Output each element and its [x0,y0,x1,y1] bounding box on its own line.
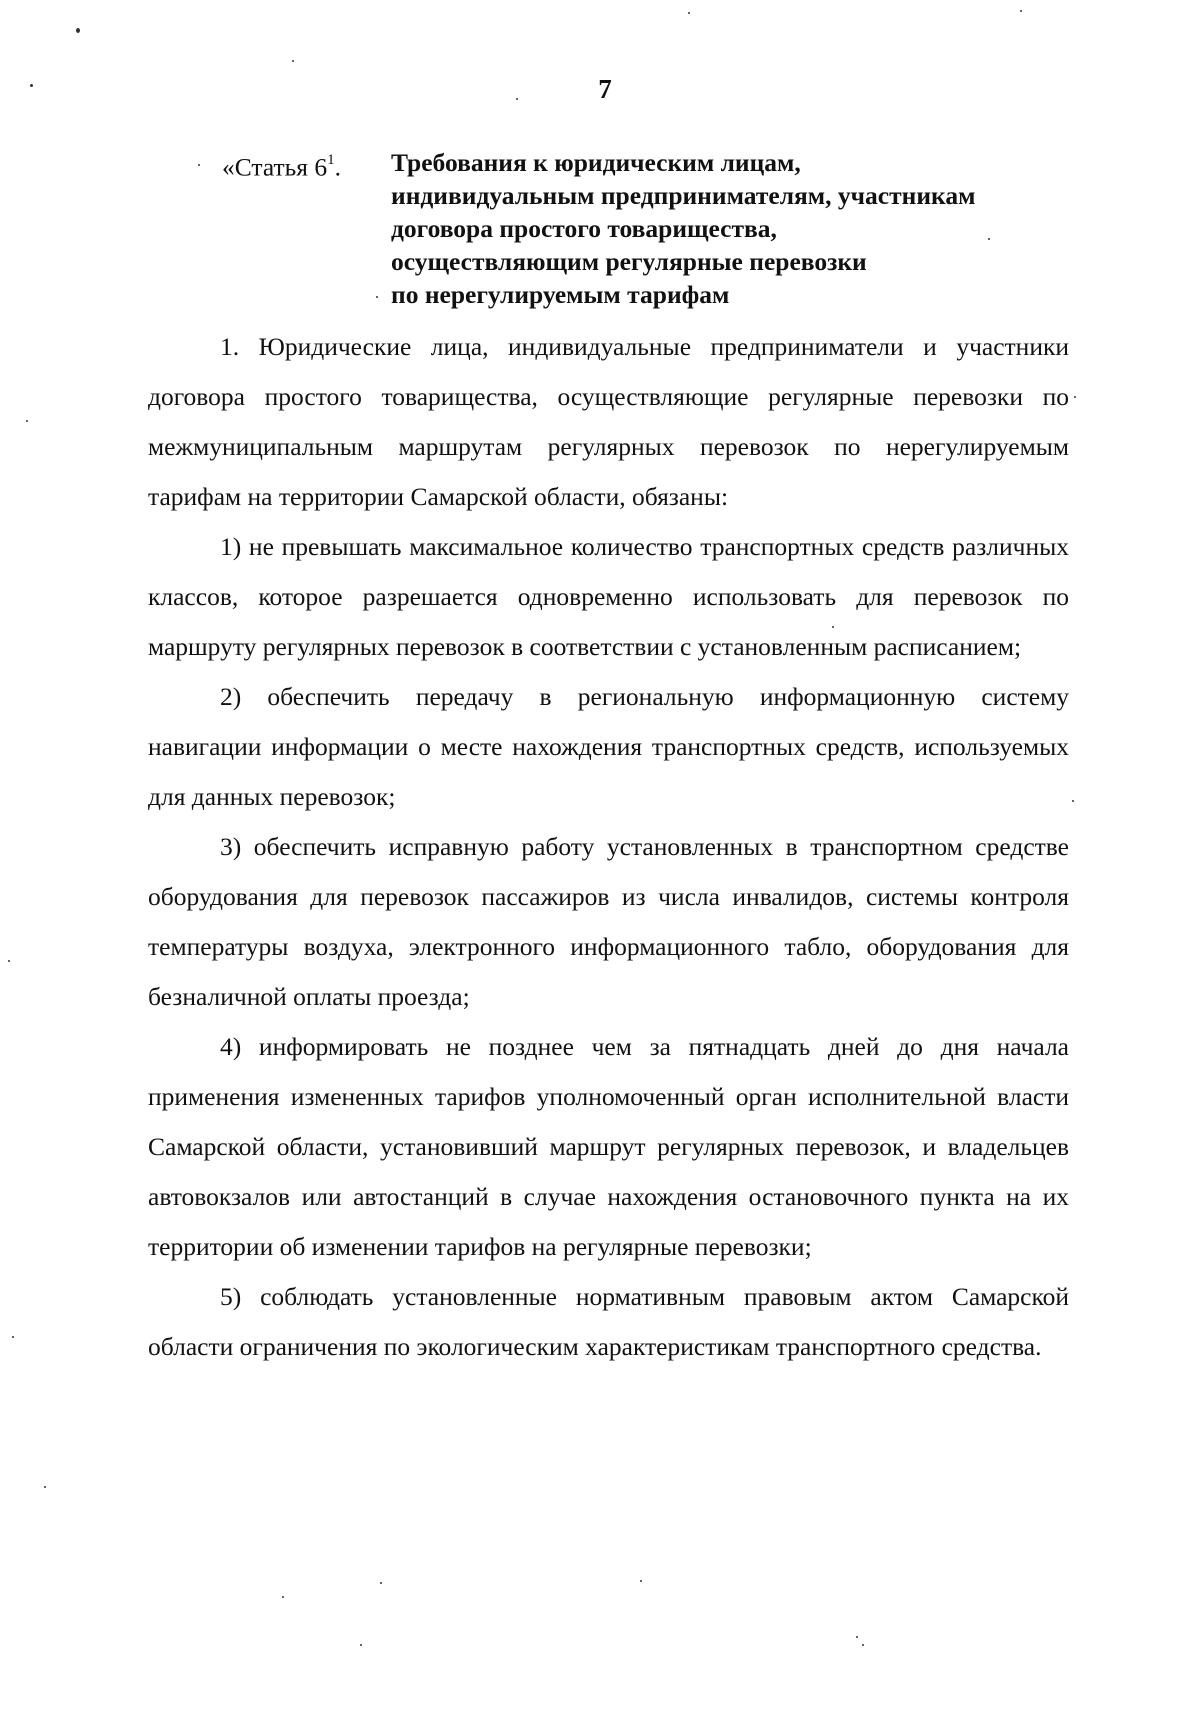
list-item-1: 1) не превышать максимальное количество транспортных средств различных классов, которое разрешается одновременно использовать для перевозок по маршруту регулярных перевозок в соответствии с установленным расписанием; [148,532,1069,661]
article-body [148,322,1069,1372]
article-title-line: индивидуальным предпринимателям, участникам [391,181,976,210]
scan-speck [640,1580,642,1582]
list-item-5: 5) соблюдать установленные нормативным правовым актом Самарской области ограничения по экологическим характеристикам транспортного средства. [148,1282,1069,1361]
scan-speck [282,1596,284,1598]
scan-speck [76,28,80,33]
scan-speck [380,1582,382,1584]
scan-speck [376,296,378,298]
list-item-2: 2) обеспечить передачу в региональную информационную систему навигации информации о месте нахождения транспортных средств, используемых для данных перевозок; [148,682,1069,811]
scan-speck [988,238,990,240]
scan-speck [8,960,10,962]
scan-speck [516,98,518,100]
scan-speck [1020,10,1022,12]
page-number: 7 [598,74,612,104]
scan-speck [832,626,834,628]
scan-speck [360,1644,362,1646]
scan-speck [30,84,33,87]
scan-speck [856,1636,858,1638]
article-title-line: Требования к юридическим лицам, [391,148,801,177]
article-title [391,146,1091,311]
scan-speck [292,60,294,62]
scan-speck [198,164,200,166]
list-item-4: 4) информировать не позднее чем за пятнадцать дней до дня начала применения измененных тарифов уполномоченный орган исполнительной власти Самарской области, установивший маршрут регулярных перевозок, и владельцев автовокзалов или автостанций в случае нахождения остановочного пункта на их территории об изменении тарифов на регулярные перевозки; [148,1032,1069,1261]
scan-speck [862,1644,864,1646]
article-title-line: осуществляющим регулярные перевозки [391,247,867,276]
scan-speck [1072,800,1074,802]
list-item-3: 3) обеспечить исправную работу установленных в транспортном средстве оборудования для перевозок пассажиров из числа инвалидов, системы контроля температуры воздуха, электронного информационного табло, оборудования для безналичной оплаты проезда; [148,832,1069,1011]
scan-speck [12,1336,14,1338]
article-title-line: договора простого товарищества, [391,214,777,243]
scan-speck [44,1486,46,1488]
article-label-superscript: 1 [327,152,335,168]
article-label [222,146,341,184]
scan-speck [1074,396,1076,398]
scan-speck [688,12,690,14]
article-label-suffix: . [334,152,342,182]
article-title-line: по нерегулируемым тарифам [391,280,730,309]
paragraph-1: 1. Юридические лица, индивидуальные предприниматели и участники договора простого товарищества, осуществляющие регулярные перевозки по межмуниципальным маршрутам регулярных перевозок по нерегулируемым тарифам на территории Самарской области, обязаны: [148,332,1069,511]
scan-speck [26,420,28,422]
article-label-prefix: «Статья 6 [222,152,328,182]
